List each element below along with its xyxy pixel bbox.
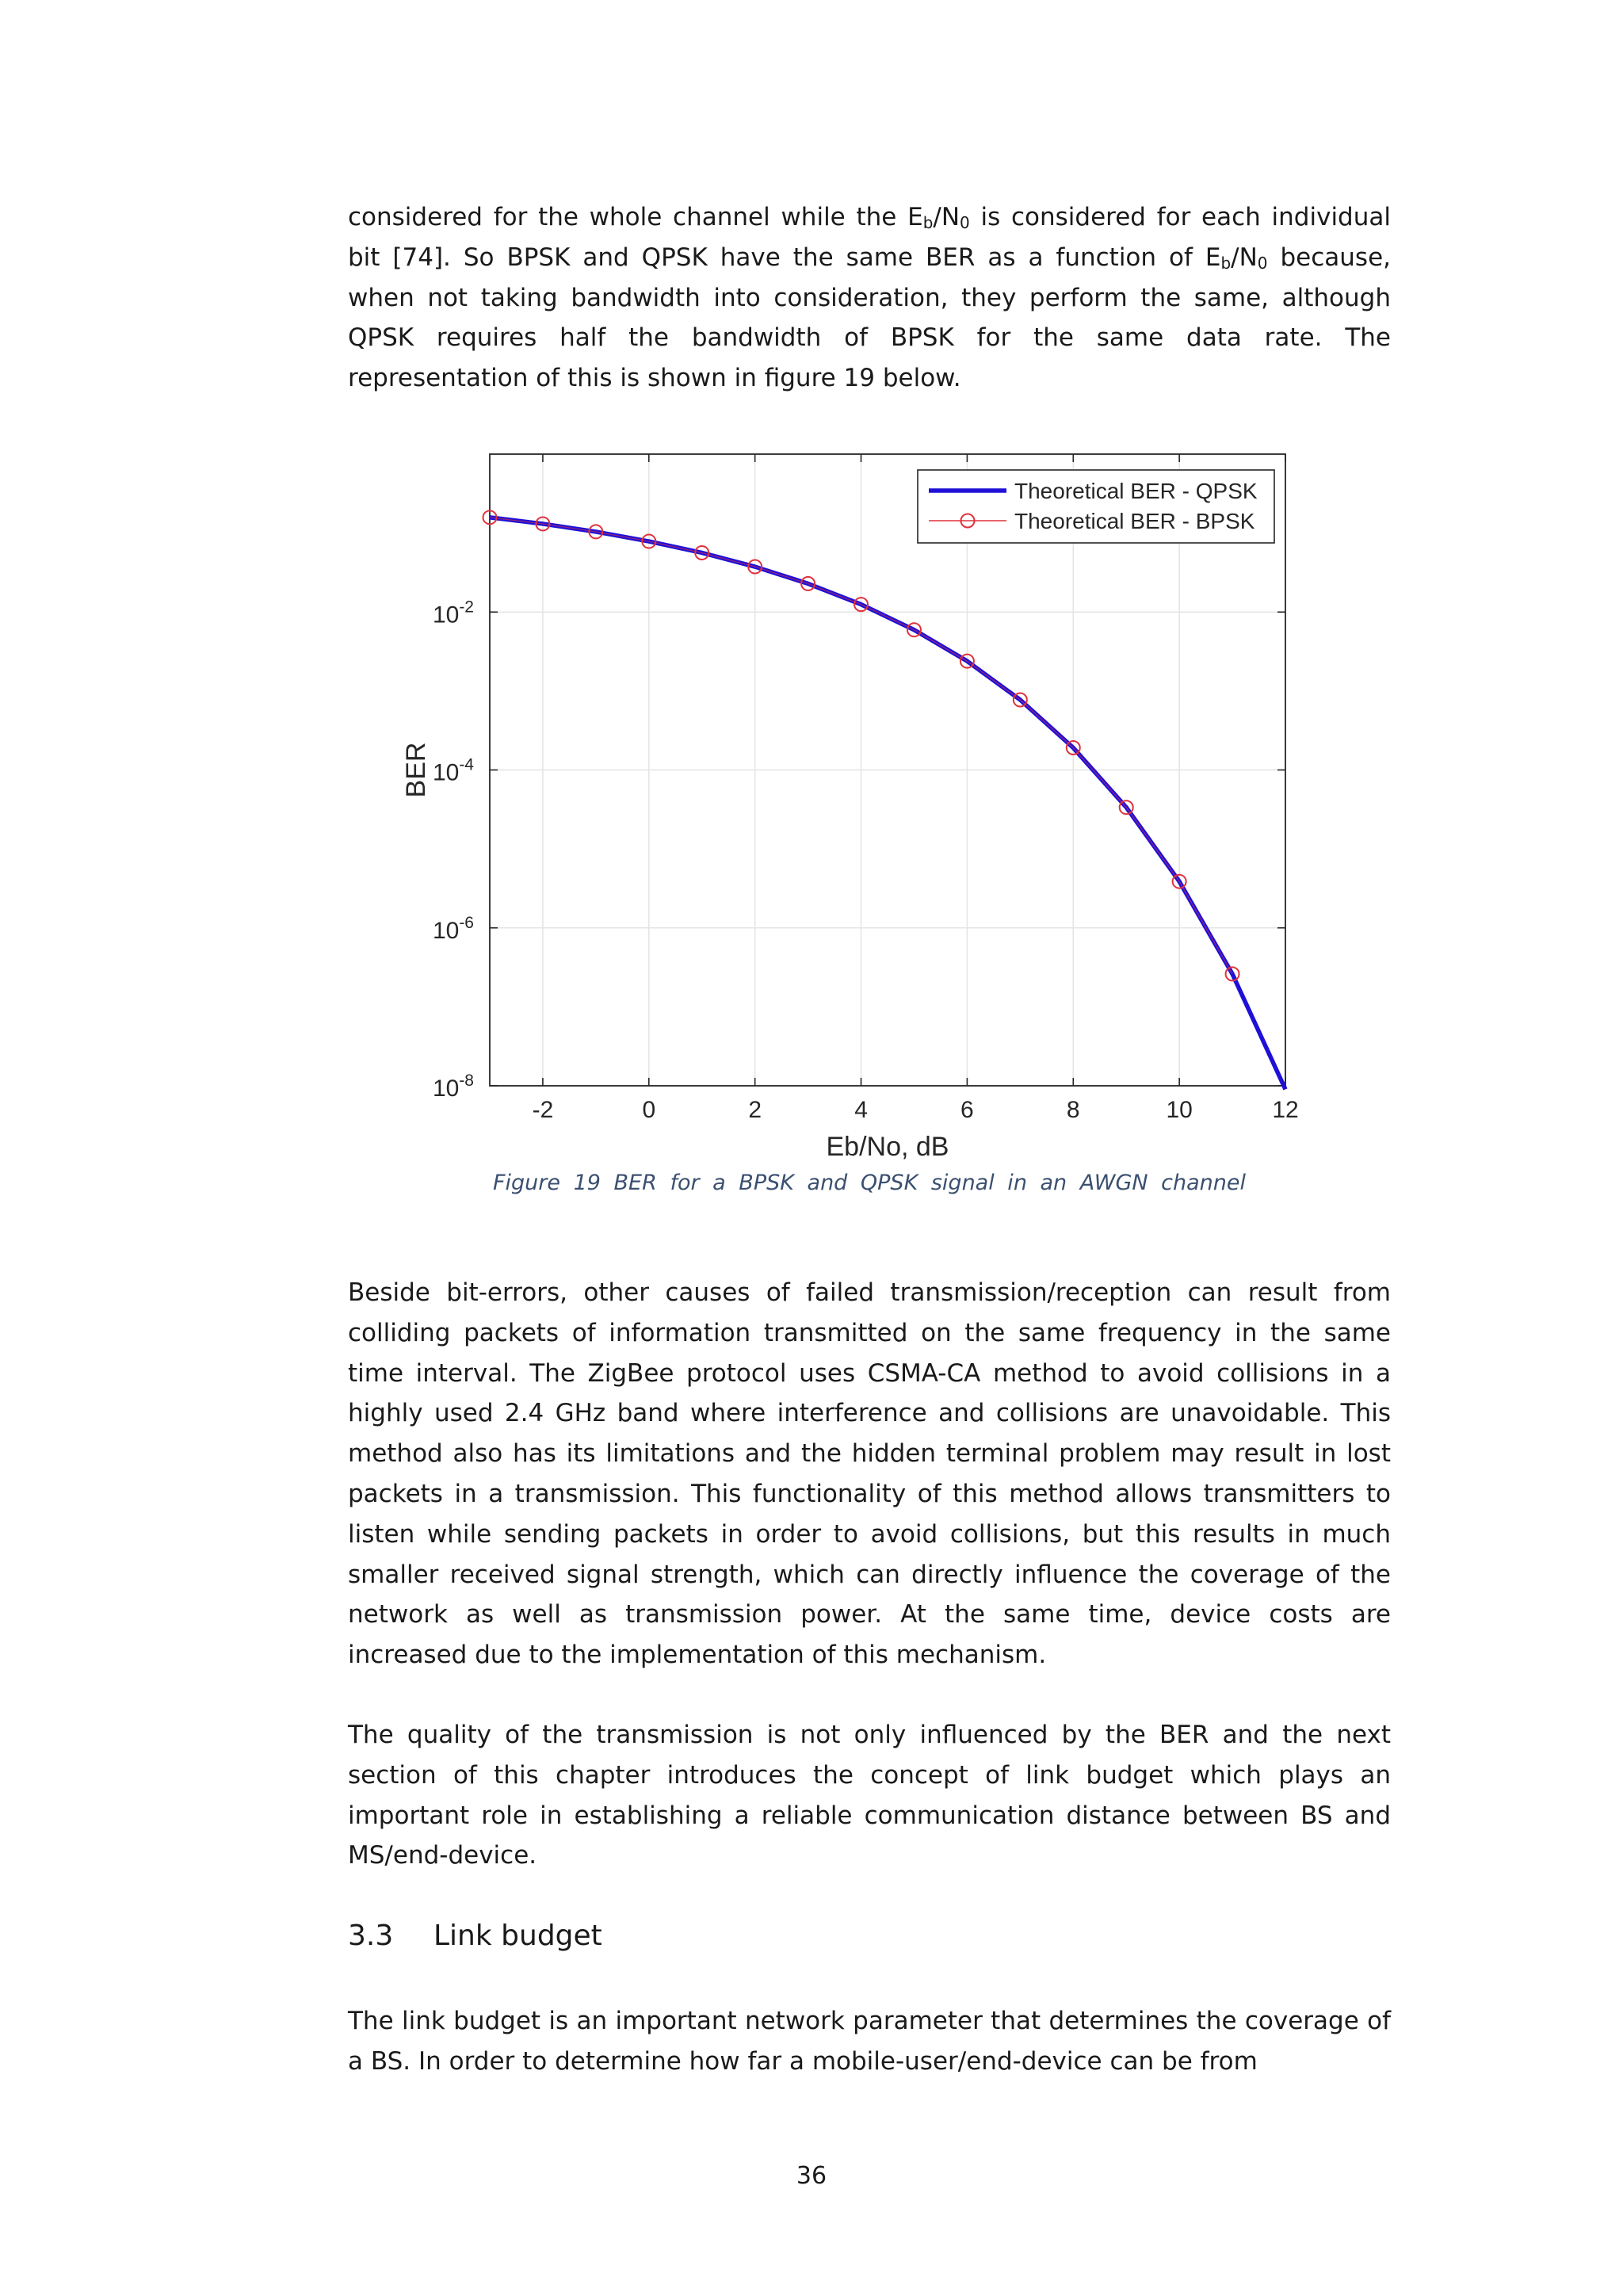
y-tick-label: $10^{-2}$: [432, 598, 474, 628]
page-number: 36: [796, 2162, 827, 2190]
intro-text-n-2: /N: [1231, 243, 1258, 272]
y-tick-label: $10^{-8}$: [432, 1072, 474, 1102]
section-heading: [348, 1920, 602, 1952]
x-tick-label: 8: [1066, 1097, 1080, 1123]
y-axis-label: BER: [401, 742, 431, 798]
paragraph-collisions: Beside bit-errors, other causes of failed transmission/reception can result from colliding packets of information transmitted on the same frequency in the same time interval. The ZigBee protocol uses CSMA-CA method to avoid collisions in a highly used 2.4 GHz band where interference and collisions are unavoidable. This method also has its limitations and the hidden terminal problem may result in lost packets in a transmission. This functionality of this method allows transmitters to listen while sending packets in order to avoid collisions, but this results in much smaller received signal strength, which can directly influence the coverage of the network as well as transmission power. At the same time, device costs are increased due to the implementation of this mechanism.: [348, 1278, 1391, 1670]
y-tick-label: $10^{-6}$: [432, 913, 474, 944]
x-tick-label: 2: [748, 1097, 762, 1123]
intro-text-end: because, when not taking bandwidth into consideration, they perform the same, although QPSK requires half the bandwidth of BPSK for the same data rate. The representation of this is shown in figure 19 below.: [348, 243, 1391, 393]
x-tick-label: 10: [1166, 1097, 1193, 1123]
legend-label: Theoretical BER - BPSK: [1014, 509, 1255, 533]
figure-caption: Figure 19 BER for a BPSK and QPSK signal in an AWGN channel: [493, 1171, 1246, 1195]
x-tick-label: 0: [642, 1097, 656, 1123]
x-tick-label: 4: [854, 1097, 868, 1123]
intro-text-middle: is considered for each individual bit [74]. So BPSK and QPSK have the same BER as a function of E: [348, 203, 1391, 272]
ber-chart: [388, 444, 1331, 1173]
intro-text-start: considered for the whole channel while the E: [348, 203, 923, 231]
x-axis-label: Eb/No, dB: [826, 1132, 949, 1162]
section-title: Link budget: [433, 1920, 602, 1952]
section-number: 3.3: [348, 1920, 394, 1952]
subscript-b: b: [922, 213, 934, 232]
paragraph-link-budget: The link budget is an important network parameter that determines the coverage of a BS. In order to determine how far a mobile-user/end-device can be from: [348, 2007, 1391, 2076]
y-tick-label: $10^{-4}$: [432, 755, 474, 786]
subscript-0-2: 0: [1257, 253, 1268, 273]
ber-figure: [388, 444, 1331, 1173]
paragraph-intro: [348, 197, 1391, 399]
intro-text-n: /N: [933, 203, 960, 231]
subscript-0: 0: [960, 213, 970, 232]
x-tick-label: 12: [1272, 1097, 1299, 1123]
x-tick-label: -2: [532, 1097, 554, 1123]
subscript-b-2: b: [1220, 253, 1232, 273]
x-tick-label: 6: [960, 1097, 974, 1123]
paragraph-quality: The quality of the transmission is not only influenced by the BER and the next section of this chapter introduces the concept of link budget which plays an important role in establishing a reliable communication distance between BS and MS/end-device.: [348, 1721, 1391, 1870]
legend-label: Theoretical BER - QPSK: [1014, 479, 1258, 503]
